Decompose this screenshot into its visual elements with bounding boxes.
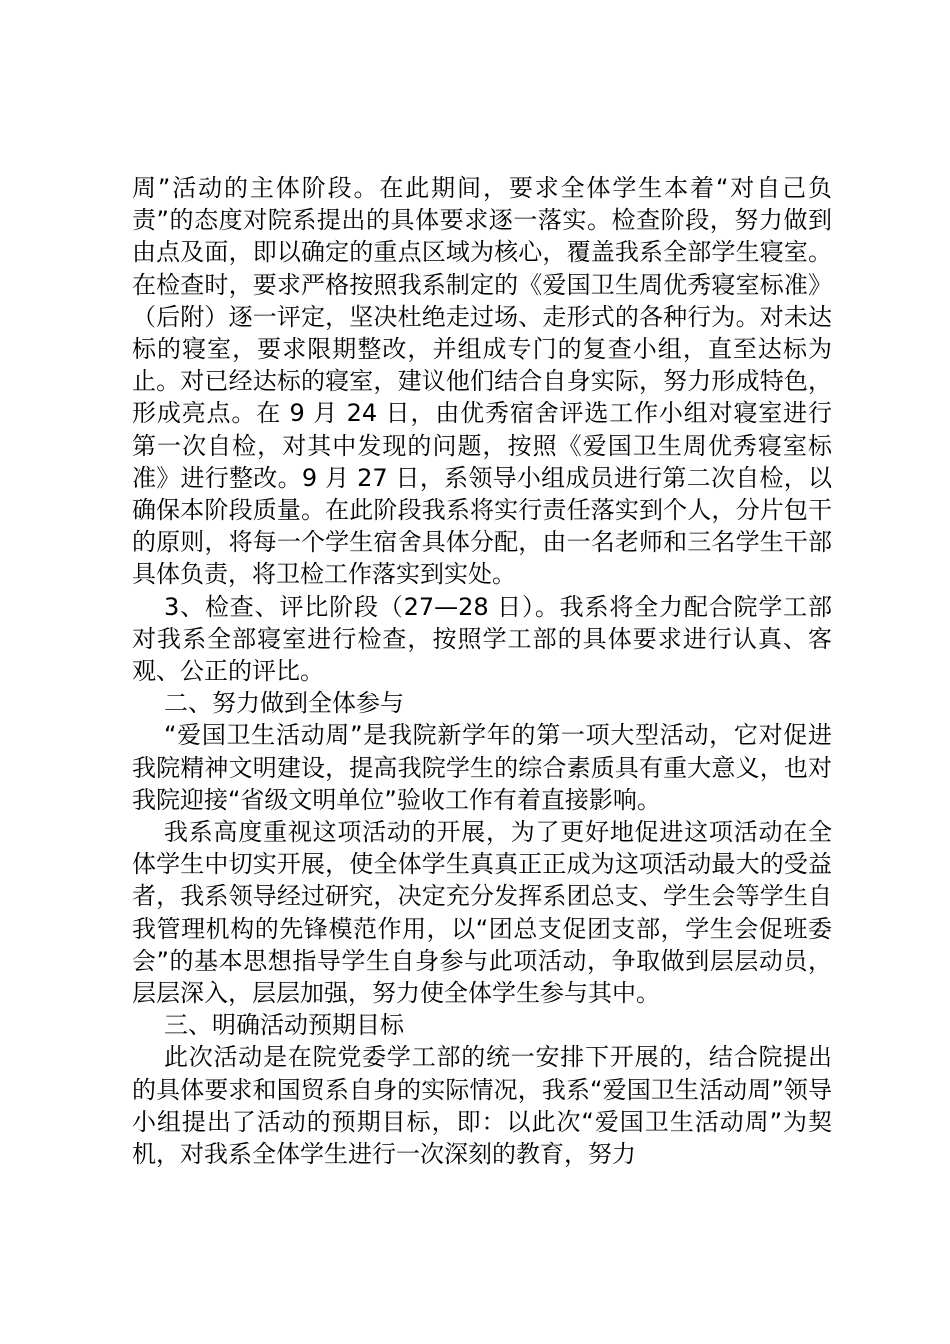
paragraph-inspection-phase: 3、检查、评比阶段（27—28 日）。我系将全力配合院学工部对我系全部寝室进行检查，按照学工部的具体要求进行认真、客观、公正的评比。	[132, 592, 832, 686]
section-heading-expected-goals: 三、明确活动预期目标	[164, 1011, 404, 1040]
section-heading-full-participation: 二、努力做到全体参与	[164, 689, 404, 718]
paragraph-main-phase: 周”活动的主体阶段。在此期间，要求全体学生本着“对自己负责”的态度对院系提出的具体要求逐一落实。检查阶段，努力做到由点及面，即以确定的重点区域为核心，覆盖我系全部学生寝室。在检查时，要求严格按照我系制定的《爱国卫生周优秀寝室标准》（后附）逐一评定，坚决杜绝走过场、走形式的各种行为。对未达标的寝室，要求限期整改，并组成专门的复查小组，直至达标为止。对已经达标的寝室，建议他们结合自身实际，努力形成特色，形成亮点。在 9 月 24 日，由优秀宿舍评选工作小组对寝室进行第一次自检，对其中发现的问题，按照《爱国卫生周优秀寝室标准》进行整改。9 月 27 日，系领导小组成员进行第二次自检，以确保本阶段质量。在此阶段我系将实行责任落实到个人，分片包干的原则，将每一个学生宿舍具体分配，由一名老师和三名学生干部具体负责，将卫检工作落实到实处。	[132, 174, 832, 589]
paragraph-department-mobilization: 我系高度重视这项活动的开展，为了更好地促进这项活动在全体学生中切实开展，使全体学生真真正正成为这项活动最大的受益者，我系领导经过研究，决定充分发挥系团总支、学生会等学生自我管理机构的先锋模范作用，以“团总支促团支部，学生会促班委会”的基本思想指导学生自身参与此项活动，争取做到层层动员，层层深入，层层加强，努力使全体学生参与其中。	[132, 818, 832, 1008]
document-body	[132, 172, 832, 1170]
paragraph-activity-significance: “爱国卫生活动周”是我院新学年的第一项大型活动，它对促进我院精神文明建设，提高我院学生的综合素质具有重大意义，也对我院迎接“省级文明单位”验收工作有着直接影响。	[132, 721, 832, 814]
paragraph-goals: 此次活动是在院党委学工部的统一安排下开展的，结合院提出的具体要求和国贸系自身的实际情况，我系“爱国卫生活动周”领导小组提出了活动的预期目标，即：以此次“爱国卫生活动周”为契机，对我系全体学生进行一次深刻的教育，努力	[132, 1043, 832, 1169]
